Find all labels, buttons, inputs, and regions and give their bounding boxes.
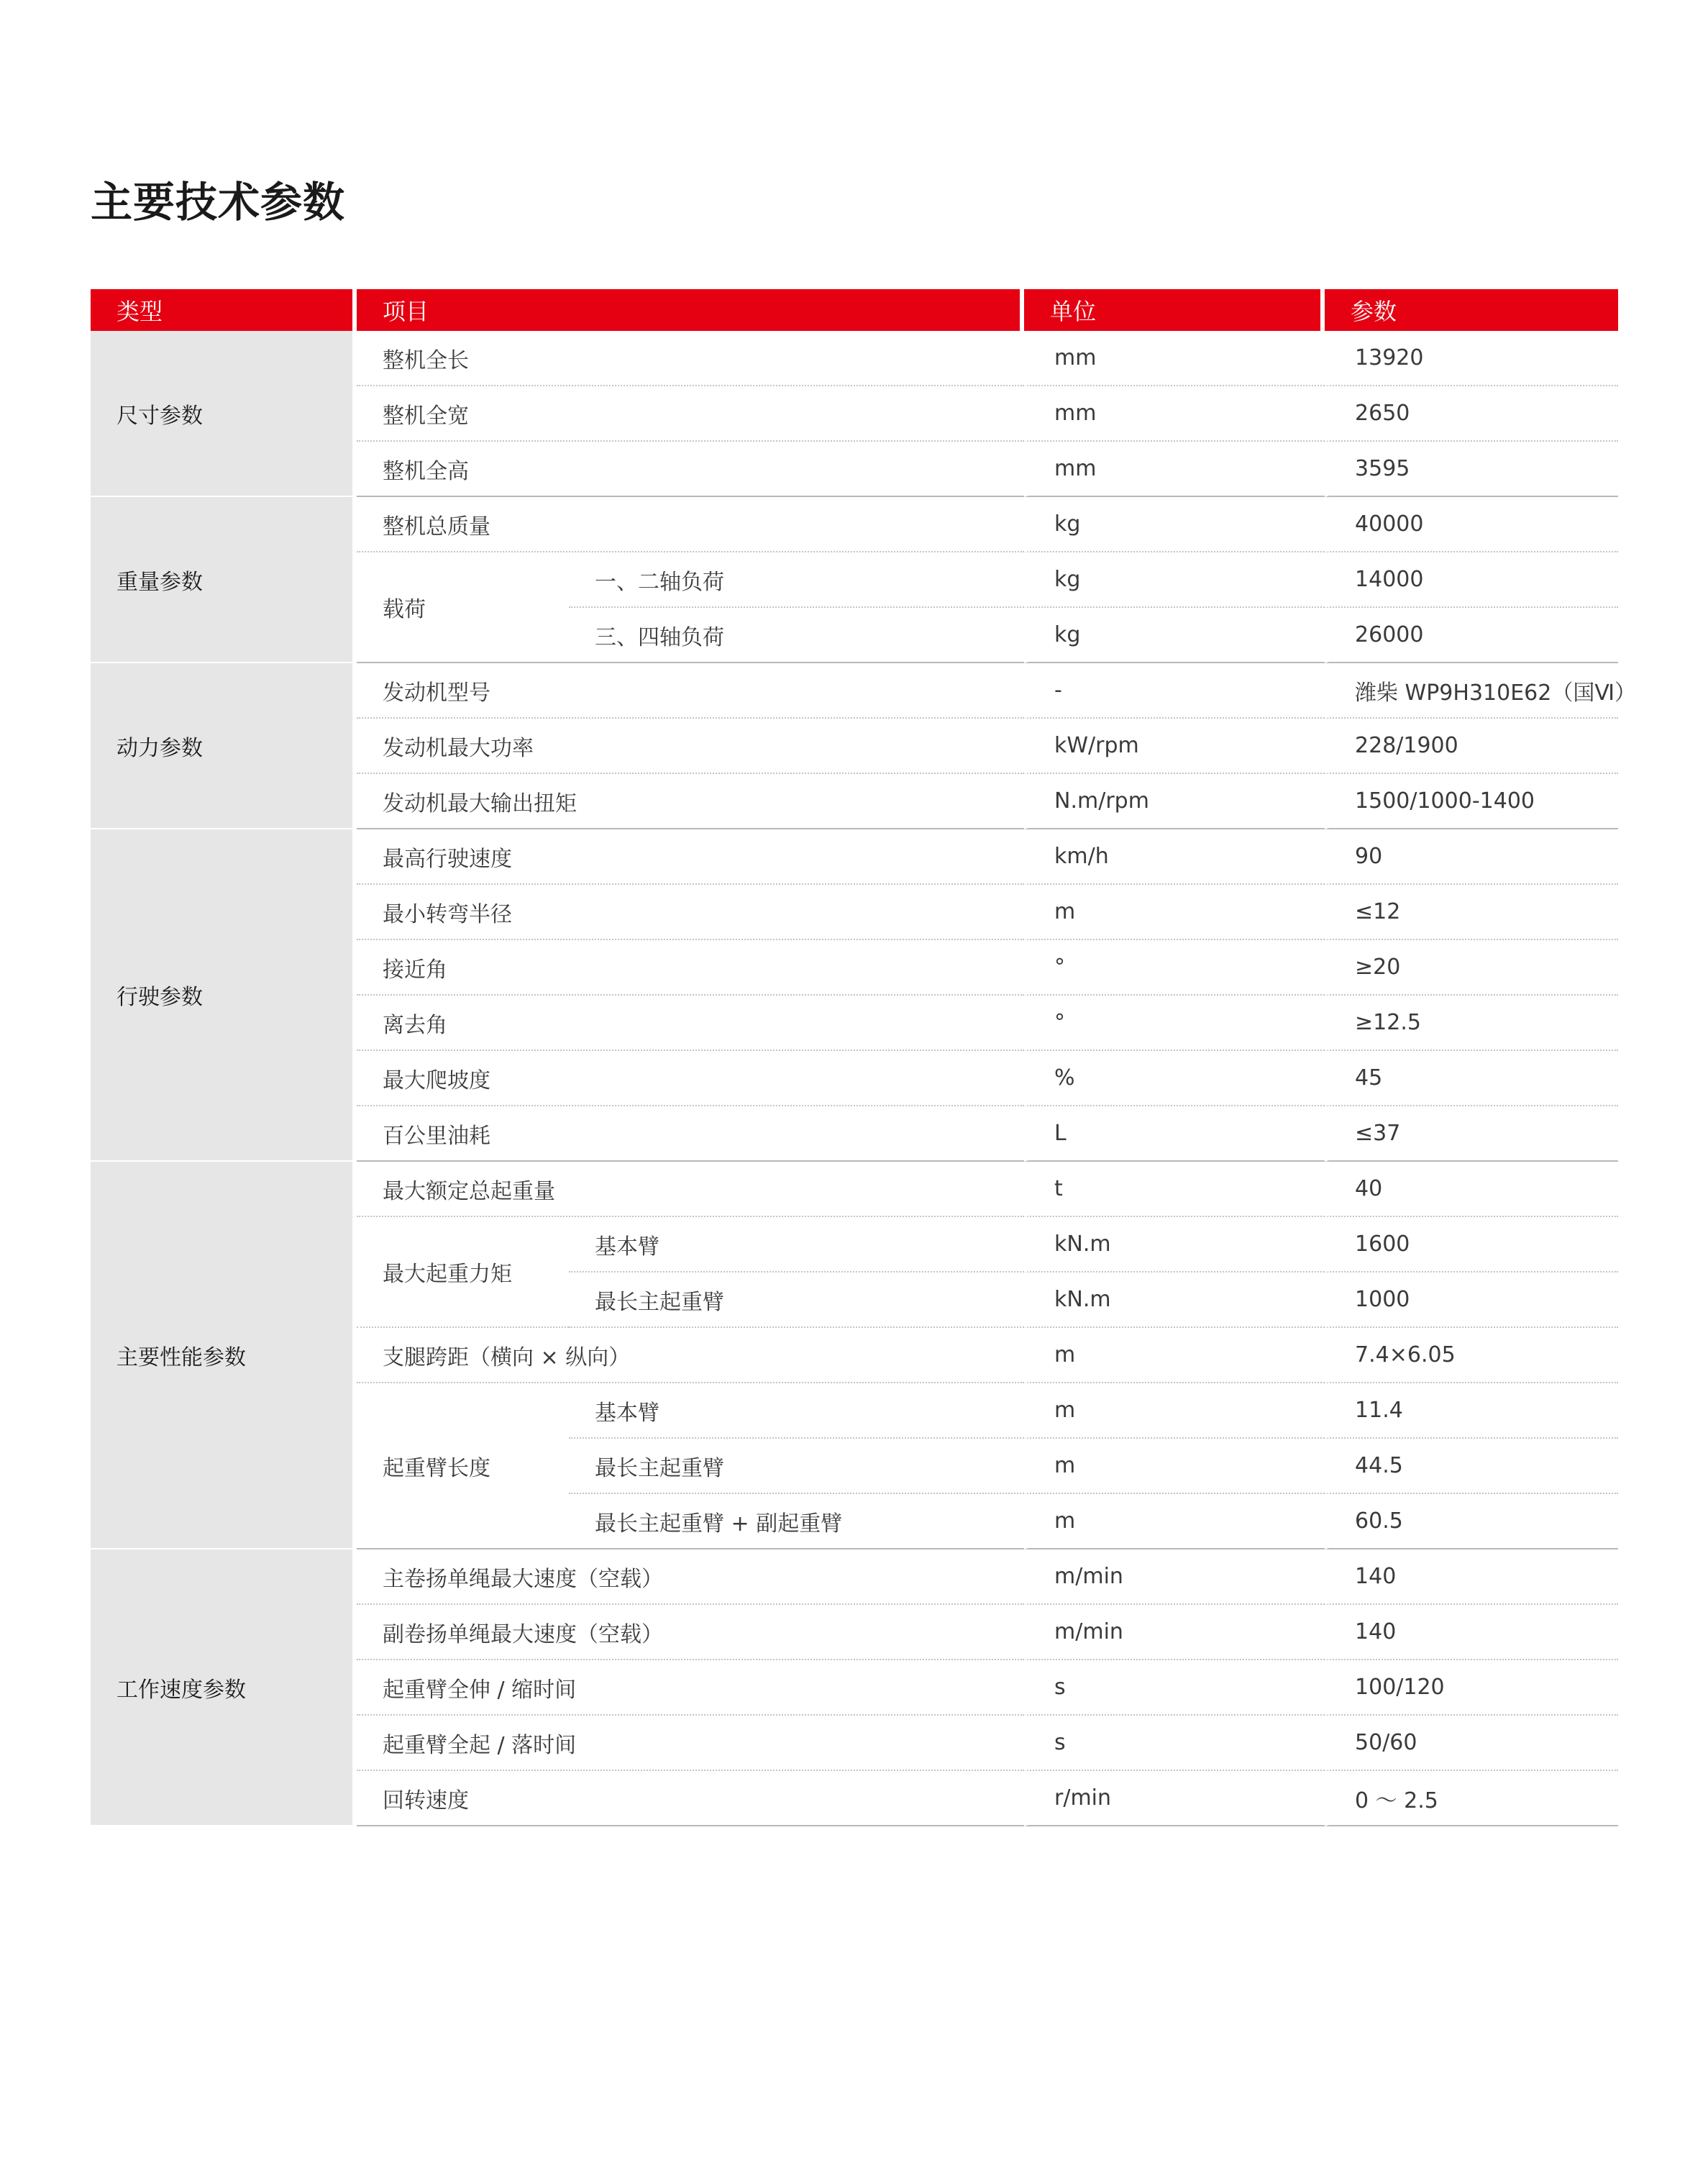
item-cell: 百公里油耗 <box>357 1106 1024 1162</box>
unit-cell: m/min <box>1024 1549 1325 1605</box>
value-cell: 1600 <box>1325 1217 1618 1273</box>
item-cell: 起重臂全伸 / 缩时间 <box>357 1660 1024 1716</box>
unit-cell: ° <box>1024 940 1325 996</box>
table-row <box>91 829 1618 885</box>
value-cell: ≤12 <box>1325 885 1618 940</box>
item-subitem-cell: 三、四轴负荷 <box>569 608 1024 663</box>
value-cell: 13920 <box>1325 331 1618 386</box>
item-group-cell: 起重臂长度 <box>357 1383 569 1549</box>
value-cell: 1500/1000-1400 <box>1325 774 1618 829</box>
table-row <box>91 663 1618 719</box>
item-cell: 起重臂全起 / 落时间 <box>357 1716 1024 1771</box>
value-cell: 26000 <box>1325 608 1618 663</box>
unit-cell: s <box>1024 1716 1325 1771</box>
unit-cell: m/min <box>1024 1605 1325 1660</box>
unit-cell: % <box>1024 1051 1325 1106</box>
unit-cell: kg <box>1024 608 1325 663</box>
item-subitem-cell: 一、二轴负荷 <box>569 552 1024 608</box>
item-subitem-cell: 最长主起重臂 + 副起重臂 <box>569 1494 1024 1549</box>
item-cell: 发动机型号 <box>357 663 1024 719</box>
value-cell: 90 <box>1325 829 1618 885</box>
unit-cell: t <box>1024 1162 1325 1217</box>
table-row <box>91 331 1618 386</box>
unit-cell: kg <box>1024 552 1325 608</box>
item-cell: 最高行驶速度 <box>357 829 1024 885</box>
value-cell: 140 <box>1325 1549 1618 1605</box>
value-cell: 40 <box>1325 1162 1618 1217</box>
header-value: 参数 <box>1325 289 1618 331</box>
value-cell: 44.5 <box>1325 1439 1618 1494</box>
item-cell: 整机总质量 <box>357 497 1024 552</box>
unit-cell: km/h <box>1024 829 1325 885</box>
unit-cell: m <box>1024 1494 1325 1549</box>
value-cell: 1000 <box>1325 1273 1618 1328</box>
unit-cell: mm <box>1024 386 1325 442</box>
item-cell: 最小转弯半径 <box>357 885 1024 940</box>
value-cell: 14000 <box>1325 552 1618 608</box>
item-cell: 主卷扬单绳最大速度（空载） <box>357 1549 1024 1605</box>
item-group-cell: 载荷 <box>357 552 569 663</box>
unit-cell: L <box>1024 1106 1325 1162</box>
category-cell: 主要性能参数 <box>91 1162 357 1549</box>
table-body <box>91 331 1637 1826</box>
value-cell: ≤37 <box>1325 1106 1618 1162</box>
item-cell: 回转速度 <box>357 1771 1024 1826</box>
unit-cell: mm <box>1024 442 1325 497</box>
item-cell: 支腿跨距（横向 × 纵向） <box>357 1328 1024 1383</box>
unit-cell: s <box>1024 1660 1325 1716</box>
unit-cell: r/min <box>1024 1771 1325 1826</box>
item-group-cell: 最大起重力矩 <box>357 1217 569 1328</box>
value-cell: 45 <box>1325 1051 1618 1106</box>
unit-cell: m <box>1024 885 1325 940</box>
item-cell: 整机全长 <box>357 331 1024 386</box>
header-type: 类型 <box>91 289 357 331</box>
header-item: 项目 <box>357 289 1024 331</box>
item-cell: 整机全高 <box>357 442 1024 497</box>
page-title: 主要技术参数 <box>91 178 346 227</box>
unit-cell: - <box>1024 663 1325 719</box>
item-subitem-cell: 最长主起重臂 <box>569 1439 1024 1494</box>
unit-cell: mm <box>1024 331 1325 386</box>
item-subitem-cell: 最长主起重臂 <box>569 1273 1024 1328</box>
spec-table <box>91 289 1637 1826</box>
category-cell: 尺寸参数 <box>91 331 357 497</box>
unit-cell: kg <box>1024 497 1325 552</box>
unit-cell: N.m/rpm <box>1024 774 1325 829</box>
item-cell: 离去角 <box>357 996 1024 1051</box>
value-cell: 40000 <box>1325 497 1618 552</box>
item-cell: 整机全宽 <box>357 386 1024 442</box>
unit-cell: m <box>1024 1439 1325 1494</box>
value-cell: 100/120 <box>1325 1660 1618 1716</box>
table-row <box>91 1162 1618 1217</box>
unit-cell: ° <box>1024 996 1325 1051</box>
value-cell: 11.4 <box>1325 1383 1618 1439</box>
value-cell: 潍柴 WP9H310E62（国Ⅵ） <box>1325 663 1618 719</box>
value-cell: ≥20 <box>1325 940 1618 996</box>
value-cell: 60.5 <box>1325 1494 1618 1549</box>
unit-cell: kW/rpm <box>1024 719 1325 774</box>
value-cell: 3595 <box>1325 442 1618 497</box>
unit-cell: kN.m <box>1024 1273 1325 1328</box>
item-subitem-cell: 基本臂 <box>569 1217 1024 1273</box>
unit-cell: m <box>1024 1328 1325 1383</box>
value-cell: 228/1900 <box>1325 719 1618 774</box>
table-row <box>91 497 1618 552</box>
item-cell: 发动机最大输出扭矩 <box>357 774 1024 829</box>
value-cell: 2650 <box>1325 386 1618 442</box>
unit-cell: kN.m <box>1024 1217 1325 1273</box>
value-cell: 50/60 <box>1325 1716 1618 1771</box>
category-cell: 行驶参数 <box>91 829 357 1162</box>
value-cell: 140 <box>1325 1605 1618 1660</box>
value-cell: ≥12.5 <box>1325 996 1618 1051</box>
header-unit: 单位 <box>1024 289 1325 331</box>
value-cell: 0 ～ 2.5 <box>1325 1771 1618 1826</box>
item-subitem-cell: 基本臂 <box>569 1383 1024 1439</box>
category-cell: 动力参数 <box>91 663 357 829</box>
unit-cell: m <box>1024 1383 1325 1439</box>
item-cell: 最大额定总起重量 <box>357 1162 1024 1217</box>
value-cell: 7.4×6.05 <box>1325 1328 1618 1383</box>
table-header-row <box>91 289 1618 331</box>
item-cell: 副卷扬单绳最大速度（空载） <box>357 1605 1024 1660</box>
item-cell: 发动机最大功率 <box>357 719 1024 774</box>
item-cell: 接近角 <box>357 940 1024 996</box>
category-cell: 工作速度参数 <box>91 1549 357 1826</box>
table-row <box>91 1549 1618 1605</box>
category-cell: 重量参数 <box>91 497 357 663</box>
item-cell: 最大爬坡度 <box>357 1051 1024 1106</box>
